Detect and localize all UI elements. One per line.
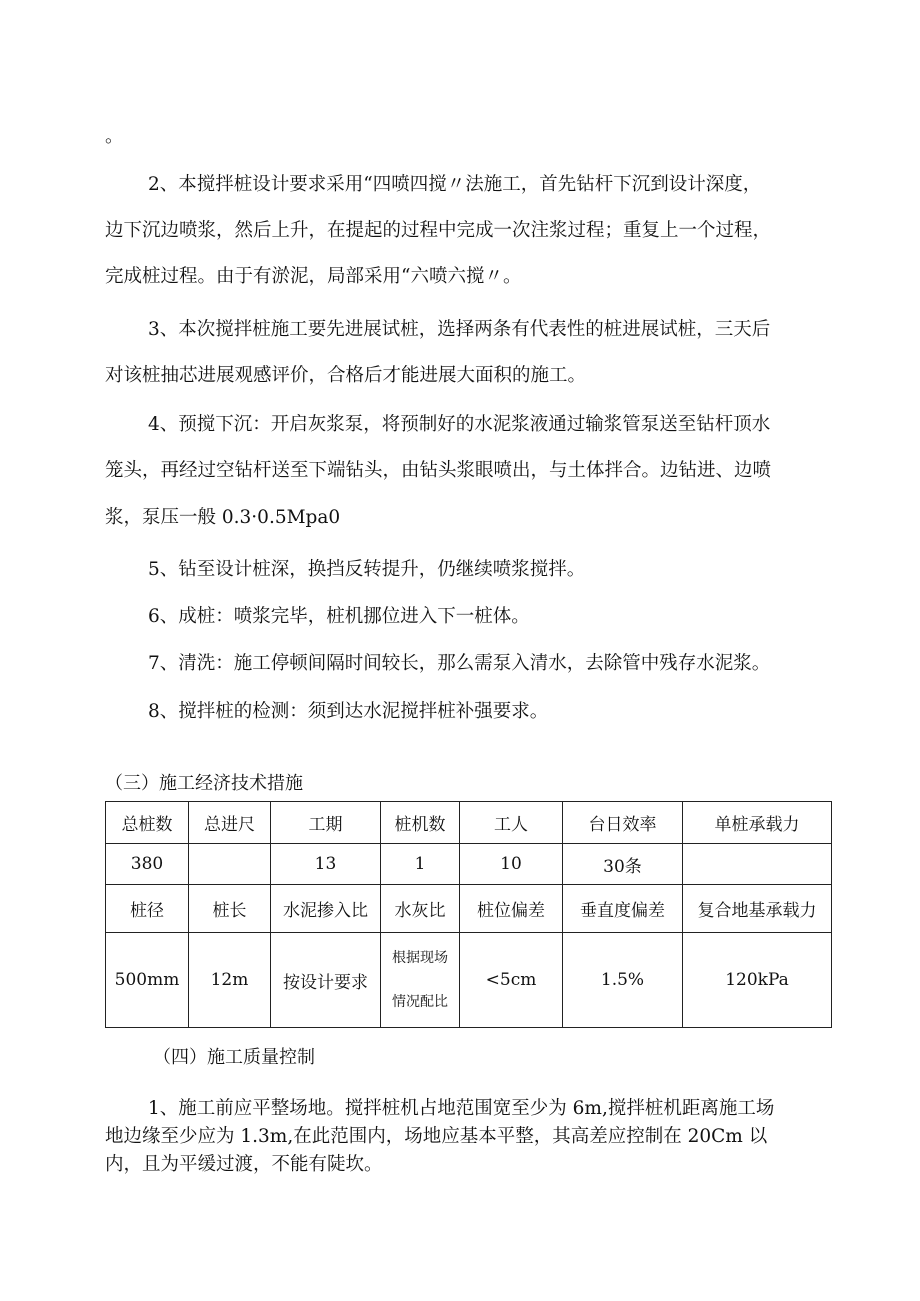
paragraph-line: 3、本次搅拌桩施工要先进展试桩，选择两条有代表性的桩进展试桩，三天后: [148, 319, 771, 340]
paragraph-line: 笼头，再经过空钻杆送至下端钻头，由钻头浆眼喷出，与土体拌合。边钻进、边喷: [105, 460, 772, 481]
paragraph-line: 2、本搅拌桩设计要求采用“四喷四搅〃法施工，首先钻杆下沉到设计深度，: [148, 174, 762, 195]
table-row: [106, 844, 832, 885]
table-cell: 120kPa: [683, 933, 832, 1028]
section3-heading: （三）施工经济技术措施: [105, 773, 303, 794]
table-header-cell: 桩位偏差: [460, 885, 563, 933]
table-cell: <5cm: [460, 933, 563, 1028]
table-header-cell: 复合地基承载力: [683, 885, 832, 933]
table-header-cell: 总进尺: [189, 802, 271, 844]
table-cell: [189, 844, 271, 885]
table-cell: 1: [381, 844, 460, 885]
table-header-cell: 总桩数: [106, 802, 189, 844]
paragraph-line: 完成桩过程。由于有淤泥，局部采用“六喷六搅〃。: [105, 266, 522, 287]
table-header-cell: 桩机数: [381, 802, 460, 844]
table-header-cell: 桩径: [106, 885, 189, 933]
table-cell: [683, 844, 832, 885]
paragraph-line: 4、预搅下沉：开启灰浆泵，将预制好的水泥浆液通过输浆管泵送至钻杆顶水: [148, 414, 771, 435]
table-header-cell: 垂直度偏差: [563, 885, 683, 933]
paragraph-line: 地边缘至少应为 1.3m,在此范围内，场地应基本平整，其高差应控制在 20Cm 以: [105, 1126, 768, 1147]
paragraph-line: 1、施工前应平整场地。搅拌桩机占地范围宽至少为 6m,搅拌桩机距离施工场: [148, 1098, 775, 1119]
table-header-cell: 水灰比: [381, 885, 460, 933]
economic-technical-table: [105, 801, 832, 1028]
table-header-cell: 单桩承载力: [683, 802, 832, 844]
paragraph-line: 边下沉边喷浆，然后上升，在提起的过程中完成一次注浆过程；重复上一个过程，: [105, 220, 772, 241]
top-fragment: 。: [105, 126, 124, 147]
table-row: [106, 933, 832, 1028]
table-header-cell: 桩长: [189, 885, 271, 933]
table-header-cell: 工期: [271, 802, 381, 844]
paragraph-line: 内，且为平缓过渡，不能有陡坎。: [105, 1154, 383, 1175]
table-cell-line: 根据现场: [392, 950, 448, 966]
table-cell: 30条: [563, 844, 683, 885]
table-cell: 500mm: [106, 933, 189, 1028]
table-row: [106, 885, 832, 933]
table-cell-water-ratio: [381, 933, 460, 1028]
table-cell: 12m: [189, 933, 271, 1028]
table-header-cell: 工人: [460, 802, 563, 844]
paragraph-line: 浆，泵压一般 0.3·0.5Mpa0: [105, 507, 341, 528]
section4-heading: （四）施工质量控制: [153, 1047, 315, 1068]
table-cell: 13: [271, 844, 381, 885]
table-row: [106, 802, 832, 844]
table-cell: 380: [106, 844, 189, 885]
paragraph-item6: 6、成桩：喷浆完毕，桩机挪位进入下一桩体。: [148, 606, 530, 627]
paragraph-item8: 8、搅拌桩的检测：须到达水泥搅拌桩补强要求。: [148, 701, 549, 722]
paragraph-line: 对该桩抽芯进展观感评价，合格后才能进展大面积的施工。: [105, 365, 587, 386]
table-header-cell: 水泥掺入比: [271, 885, 381, 933]
table-cell-line: 情况配比: [392, 994, 448, 1010]
paragraph-item5: 5、钻至设计桩深，换挡反转提升，仍继续喷浆搅拌。: [148, 559, 586, 580]
table-cell: 1.5%: [563, 933, 683, 1028]
table-header-cell: 台日效率: [563, 802, 683, 844]
table-cell: 按设计要求: [271, 933, 381, 1028]
paragraph-item7: 7、清洗：施工停顿间隔时间较长，那么需泵入清水，去除管中残存水泥浆。: [148, 653, 771, 674]
table-cell: 10: [460, 844, 563, 885]
